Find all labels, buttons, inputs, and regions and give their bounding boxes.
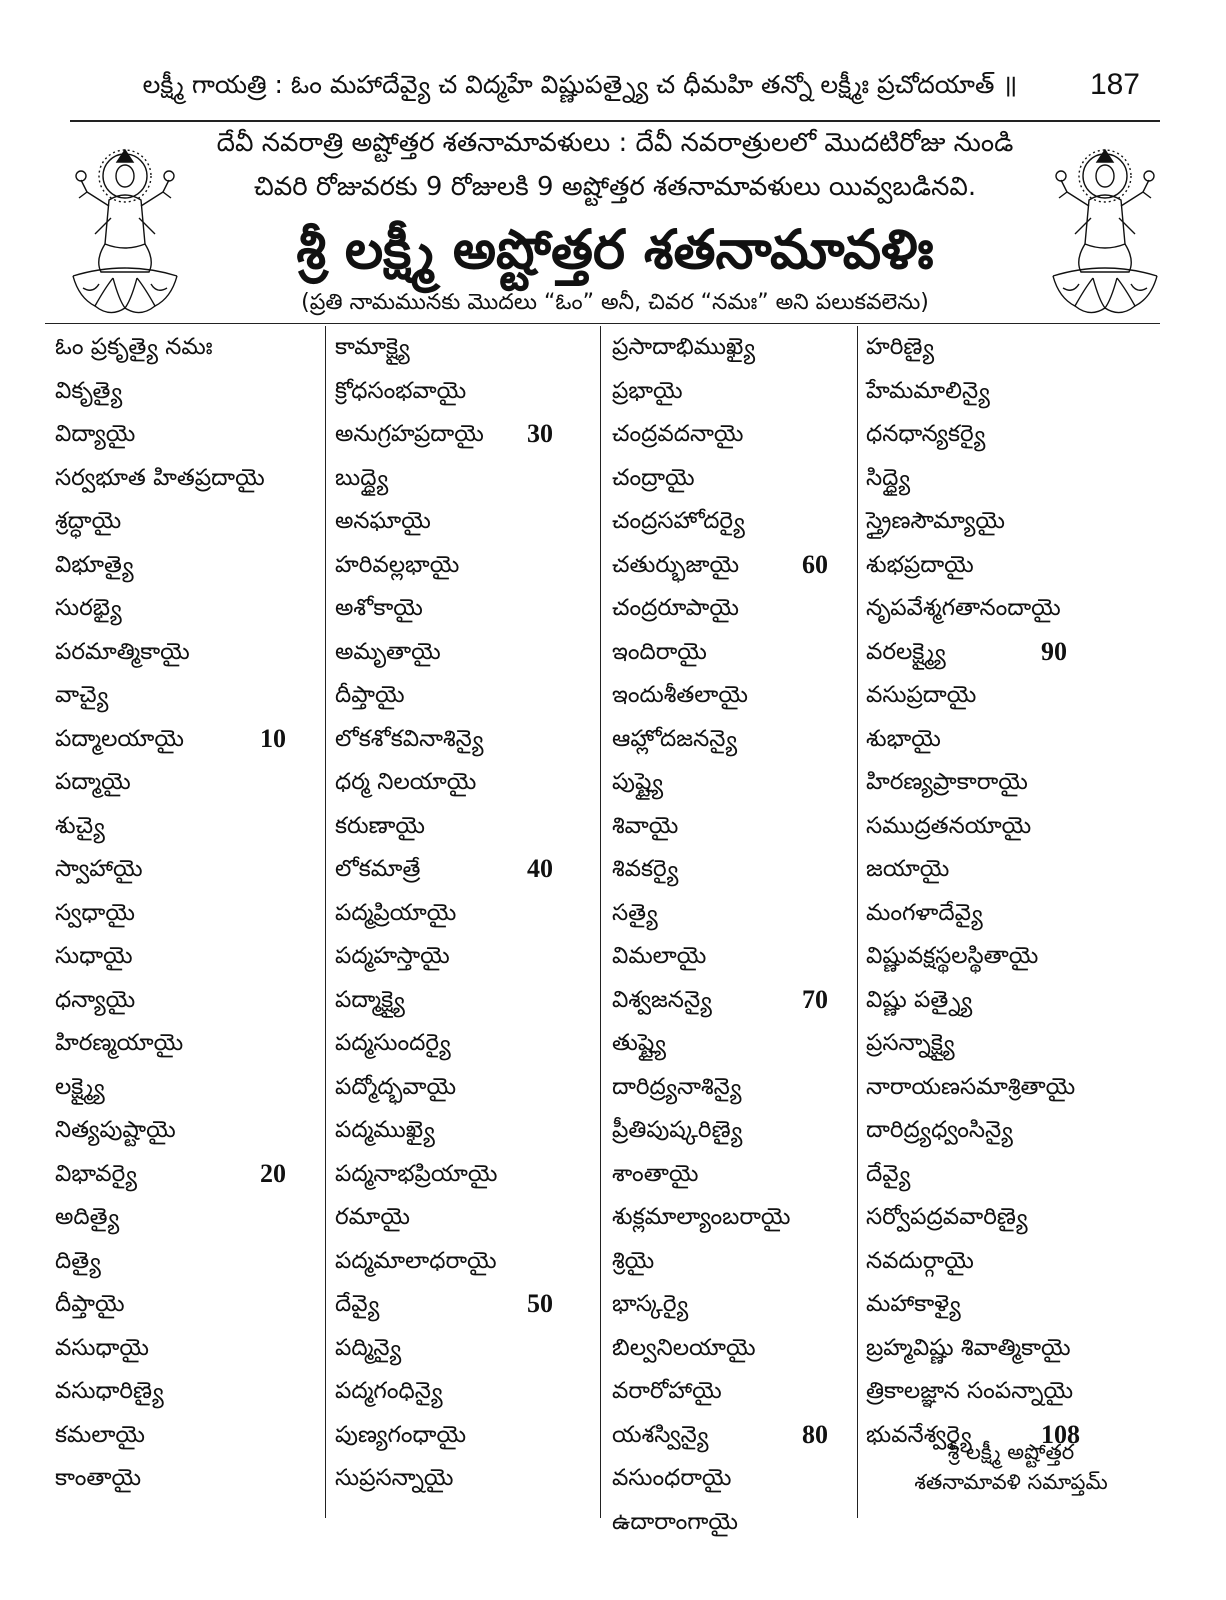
name-count-marker: 70 [802,984,828,1014]
name-text: వసుధారిణ్యై [55,1378,164,1404]
name-entry [866,419,1156,463]
name-entry [55,985,313,1029]
name-text: దేవ్యై [335,1291,380,1317]
name-entry [335,1420,593,1464]
name-text: రమాయై [335,1204,410,1230]
name-text: శుచ్యై [55,812,105,839]
name-text: సుధాయై [55,943,133,969]
lakshmi-on-lotus-icon [65,148,185,323]
names-column-3 [612,332,870,1550]
name-entry [335,1072,593,1116]
name-text: నిత్యపుష్టాయై [55,1117,176,1143]
name-entry [866,332,1156,376]
name-text: స్వధాయై [55,899,135,926]
name-text: శివాయై [612,812,679,839]
name-text: దారిద్ర్యనాశిన్యై [612,1073,742,1100]
name-entry [55,550,313,594]
name-text: ధనధాన్యకర్యై [866,421,986,447]
name-text: విభూత్యై [55,551,134,578]
name-entry [866,1289,1156,1333]
name-entry [866,1246,1156,1290]
name-entry [335,419,593,463]
name-text: వసుధాయై [55,1334,149,1361]
name-entry [55,1159,313,1203]
name-entry [866,854,1156,898]
name-entry [335,506,593,550]
name-entry [612,941,870,985]
name-text: విష్ణు పత్న్యై [866,986,973,1013]
name-entry [612,1246,870,1290]
name-text: కామాక్ష్యై [335,334,410,360]
name-text: స్త్రైణసౌమ్యాయై [866,508,1005,534]
name-entry [612,419,870,463]
name-text: పద్మోద్భవాయై [335,1073,457,1100]
name-entry [612,463,870,507]
name-text: తుష్ట్యై [612,1030,666,1056]
name-entry [612,724,870,768]
name-text: శ్రద్ధాయై [55,508,122,534]
name-entry [55,767,313,811]
name-text: బిల్వనిలయాయై [612,1334,756,1361]
name-entry [335,332,593,376]
name-text: శుభాయై [866,725,941,752]
name-entry [335,593,593,637]
name-text: నవదుర్గాయై [866,1247,974,1274]
name-text: చతుర్భుజాయై [612,551,740,578]
name-text: పద్మహస్తాయై [335,943,450,969]
name-entry [612,1289,870,1333]
name-text: కరుణాయై [335,812,425,839]
name-entry [335,463,593,507]
name-entry [612,593,870,637]
name-text: లోకశోకవినాశిన్యై [335,725,484,752]
name-text: దీప్తాయై [55,1291,125,1317]
name-count-marker: 108 [1041,1419,1080,1449]
name-entry [55,506,313,550]
name-entry [335,1289,593,1333]
name-text: శ్రియై [612,1247,655,1274]
name-text: బ్రహ్మవిష్ణు శివాత్మికాయై [866,1334,1071,1361]
name-text: లోకమాత్రే [335,856,421,882]
name-text: కాంతాయై [55,1465,142,1491]
name-text: భాస్కర్యై [612,1291,689,1317]
column-divider [325,326,326,1518]
name-text: దారిద్ర్యధ్వంసిన్యై [866,1117,1013,1143]
name-entry [55,376,313,420]
name-entry [55,898,313,942]
name-entry [612,376,870,420]
name-text: పద్మిన్యై [335,1334,402,1361]
name-text: సుప్రసన్నాయై [335,1465,454,1491]
name-entry [866,1159,1156,1203]
intro-line-1: దేవీ నవరాత్రి అష్టోత్తర శతనామావళులు : దేవీ నవరాత్రులలో మొదటిరోజు నుండి [216,128,1014,158]
name-text: ప్రసన్నాక్ష్యై [866,1030,955,1056]
name-text: వరారోహాయై [612,1378,722,1404]
name-text: హేమమాలిన్యై [866,377,990,404]
name-entry [866,680,1156,724]
name-text: పుష్ట్యై [612,769,664,795]
name-entry [866,1072,1156,1116]
name-entry [612,1420,870,1464]
name-entry [55,1333,313,1377]
name-entry [612,1072,870,1116]
name-text: సత్యై [612,899,658,926]
name-text: ధర్మ నిలయాయై [335,769,477,795]
name-text: సిద్ధ్యై [866,464,911,491]
name-text: కమలాయై [55,1421,145,1448]
name-text: అమృతాయై [335,638,441,665]
name-count-marker: 50 [527,1289,553,1318]
name-text: నృపవేశ్మగతానందాయై [866,595,1061,621]
lakshmi-on-lotus-icon [1045,148,1165,323]
name-entry [335,1202,593,1246]
name-text: ఇందిరాయై [612,638,707,665]
name-entry [55,724,313,768]
name-count-marker: 20 [260,1158,286,1188]
name-text: పద్మముఖ్యై [335,1117,435,1143]
name-text: వసుప్రదాయై [866,682,977,708]
name-text: సముద్రతనయాయై [866,812,1032,839]
name-entry [55,854,313,898]
name-text: చంద్రవదనాయై [612,421,744,447]
name-entry [55,1420,313,1464]
name-text: వసుంధరాయై [612,1465,732,1491]
name-entry [612,332,870,376]
name-entry [335,550,593,594]
name-count-marker: 40 [527,854,553,883]
closing-line-2: శతనామావళి సమాప్తమ్ [914,1470,1108,1494]
name-text: మహాకాళ్యై [866,1291,961,1317]
name-entry [55,1202,313,1246]
name-entry [335,898,593,942]
name-text: సర్వభూత హితప్రదాయై [55,464,265,491]
name-text: నారాయణసమాశ్రితాయై [866,1073,1076,1100]
name-text: విష్ణువక్షస్థలస్థితాయై [866,943,1039,969]
name-text: త్రికాలజ్ఞాన సంపన్నాయై [866,1378,1074,1404]
name-entry [612,985,870,1029]
name-entry [55,1072,313,1116]
name-text: పద్మగంధిన్యై [335,1378,443,1404]
name-entry [866,985,1156,1029]
name-text: పద్మప్రియాయై [335,899,457,926]
name-text: వాచ్యై [55,682,109,708]
name-count-marker: 10 [260,723,286,753]
name-text: బుద్ధ్యై [335,464,389,491]
name-entry [612,506,870,550]
name-text: ప్రభాయై [612,377,683,404]
name-text: పద్మమాలాధరాయై [335,1247,497,1274]
name-entry [612,1202,870,1246]
names-column-1 [55,332,313,1507]
name-entry [55,1115,313,1159]
name-entry [55,332,313,376]
name-entry [335,724,593,768]
name-text: ప్రీతిపుష్కరిణ్యై [612,1117,743,1143]
name-entry [55,1376,313,1420]
name-text: ఆహ్లోదజనన్యై [612,725,738,752]
name-text: శాంతాయై [612,1160,699,1187]
page-title: శ్రీ లక్ష్మీ అష్టోత్తర శతనామావళిః [296,218,934,281]
name-entry [335,811,593,855]
name-text: విద్యాయై [55,421,136,447]
names-column-4 [866,332,1156,1463]
name-text: పరమాత్మికాయై [55,638,190,665]
name-text: అదిత్యై [55,1204,120,1230]
name-entry [612,1159,870,1203]
name-entry [55,680,313,724]
name-text: శుక్లమాల్యాంబరాయై [612,1204,791,1230]
name-text: చంద్రసహోదర్యై [612,508,745,534]
closing-line-1: శ్రీ లక్ష్మీ అష్టోత్తర [947,1440,1075,1464]
name-entry [55,593,313,637]
name-entry [866,941,1156,985]
name-text: దిత్యై [55,1247,101,1274]
name-entry [55,463,313,507]
name-entry [335,985,593,1029]
names-column-2 [335,332,593,1507]
name-text: దేవ్యై [866,1160,911,1187]
name-text: శివకర్యై [612,856,679,882]
name-text: హరివల్లభాయై [335,551,460,578]
name-text: అనఘాయై [335,508,431,534]
page-header [70,60,1160,122]
name-entry [612,680,870,724]
name-entry [335,854,593,898]
name-entry [866,811,1156,855]
name-entry [612,767,870,811]
name-entry [866,593,1156,637]
name-text: యశస్విన్యై [612,1421,709,1448]
name-text: అనుగ్రహప్రదాయై [335,421,484,447]
chanting-instruction: (ప్రతి నామమునకు మొదలు “ఓం” అనీ, చివర “నమః” అని పలుకవలెను) [301,290,929,315]
name-entry [335,767,593,811]
name-text: వరలక్ష్మ్యై [866,638,946,665]
name-text: క్రోధసంభవాయై [335,377,467,404]
name-entry [866,898,1156,942]
name-entry [612,550,870,594]
name-entry [866,1202,1156,1246]
name-entry [55,941,313,985]
name-entry [612,1376,870,1420]
name-text: విభావర్యై [55,1160,138,1187]
name-entry [866,550,1156,594]
name-count-marker: 60 [802,549,828,579]
name-text: మంగళాదేవ్యై [866,899,983,926]
name-text: పద్మనాభప్రియాయై [335,1160,498,1187]
name-text: ధన్యాయై [55,986,136,1013]
name-text: పుణ్యగంధాయై [335,1421,467,1448]
name-text: పద్మాక్ష్యై [335,986,405,1013]
name-entry [612,898,870,942]
intro-line-2: చివరి రోజువరకు 9 రోజులకి 9 అష్టోత్తర శతనామావళులు యివ్వబడినవి. [253,172,977,202]
name-entry [335,1376,593,1420]
name-entry [866,1115,1156,1159]
name-text: అశోకాయై [335,595,423,621]
name-text: ప్రసాదాభిముఖ్యై [612,334,756,360]
name-entry [335,1246,593,1290]
name-text: హరిణ్యై [866,334,935,360]
name-text: విశ్వజనన్యై [612,986,712,1013]
name-entry [866,1333,1156,1377]
name-text: లక్ష్మ్యై [55,1073,105,1100]
name-text: పద్మసుందర్యై [335,1030,451,1056]
name-text: పద్మాలయాయై [55,725,184,752]
name-entry [612,1115,870,1159]
name-entry [335,941,593,985]
name-entry [612,637,870,681]
name-entry [55,1463,313,1507]
name-text: శుభప్రదాయై [866,551,974,578]
name-text: పద్మాయై [55,769,131,795]
name-text: ఉదారాంగాయై [612,1508,738,1535]
name-entry [55,1028,313,1072]
name-count-marker: 80 [802,1419,828,1449]
name-entry [866,1028,1156,1072]
name-entry [335,1333,593,1377]
name-entry [866,1376,1156,1420]
name-text: చంద్రాయై [612,464,695,491]
name-entry [55,1289,313,1333]
name-text: స్వాహాయై [55,856,143,882]
name-entry [612,811,870,855]
name-count-marker: 90 [1041,636,1067,666]
name-count-marker: 30 [527,419,553,448]
name-entry [612,854,870,898]
name-text: భువనేశ్వర్యై [866,1421,972,1448]
top-divider [45,323,1160,324]
name-entry [866,724,1156,768]
name-entry [335,376,593,420]
page-number: 187 [1089,68,1140,101]
name-entry [612,1333,870,1377]
column-divider [600,326,601,1518]
name-entry [335,1028,593,1072]
name-entry [55,419,313,463]
name-entry [612,1463,870,1507]
name-entry [866,463,1156,507]
name-entry [335,1463,593,1507]
name-entry [335,637,593,681]
name-entry [866,767,1156,811]
name-entry [612,1507,870,1551]
name-entry [335,680,593,724]
lakshmi-gayatri-line: లక్ష్మీ గాయత్రి : ఓం మహాదేవ్యై చ విద్మహే విష్ణుపత్న్యై చ ధీమహి తన్నో లక్ష్మీః ప్రచోదయాత్ ॥ [142,70,1018,99]
name-text: జయాయై [866,856,950,882]
name-entry [612,1028,870,1072]
name-text: వికృత్యై [55,377,123,404]
name-text: హిరణ్యప్రాకారాయై [866,769,1028,795]
name-text: సురభ్యై [55,595,122,621]
name-text: చంద్రరూపాయై [612,595,739,621]
name-entry [55,637,313,681]
name-text: ఇందుశీతలాయై [612,682,748,708]
name-text: దీప్తాయై [335,682,405,708]
name-entry [866,506,1156,550]
name-entry [55,811,313,855]
name-entry [866,637,1156,681]
name-entry [866,376,1156,420]
name-entry [335,1115,593,1159]
name-text: హిరణ్మయాయై [55,1030,184,1056]
name-text: విమలాయై [612,943,707,969]
name-entry [55,1246,313,1290]
name-text: సర్వోపద్రవవారిణ్యై [866,1204,1028,1230]
name-text: ఓం ప్రకృత్యై నమః [55,334,213,360]
name-entry [335,1159,593,1203]
